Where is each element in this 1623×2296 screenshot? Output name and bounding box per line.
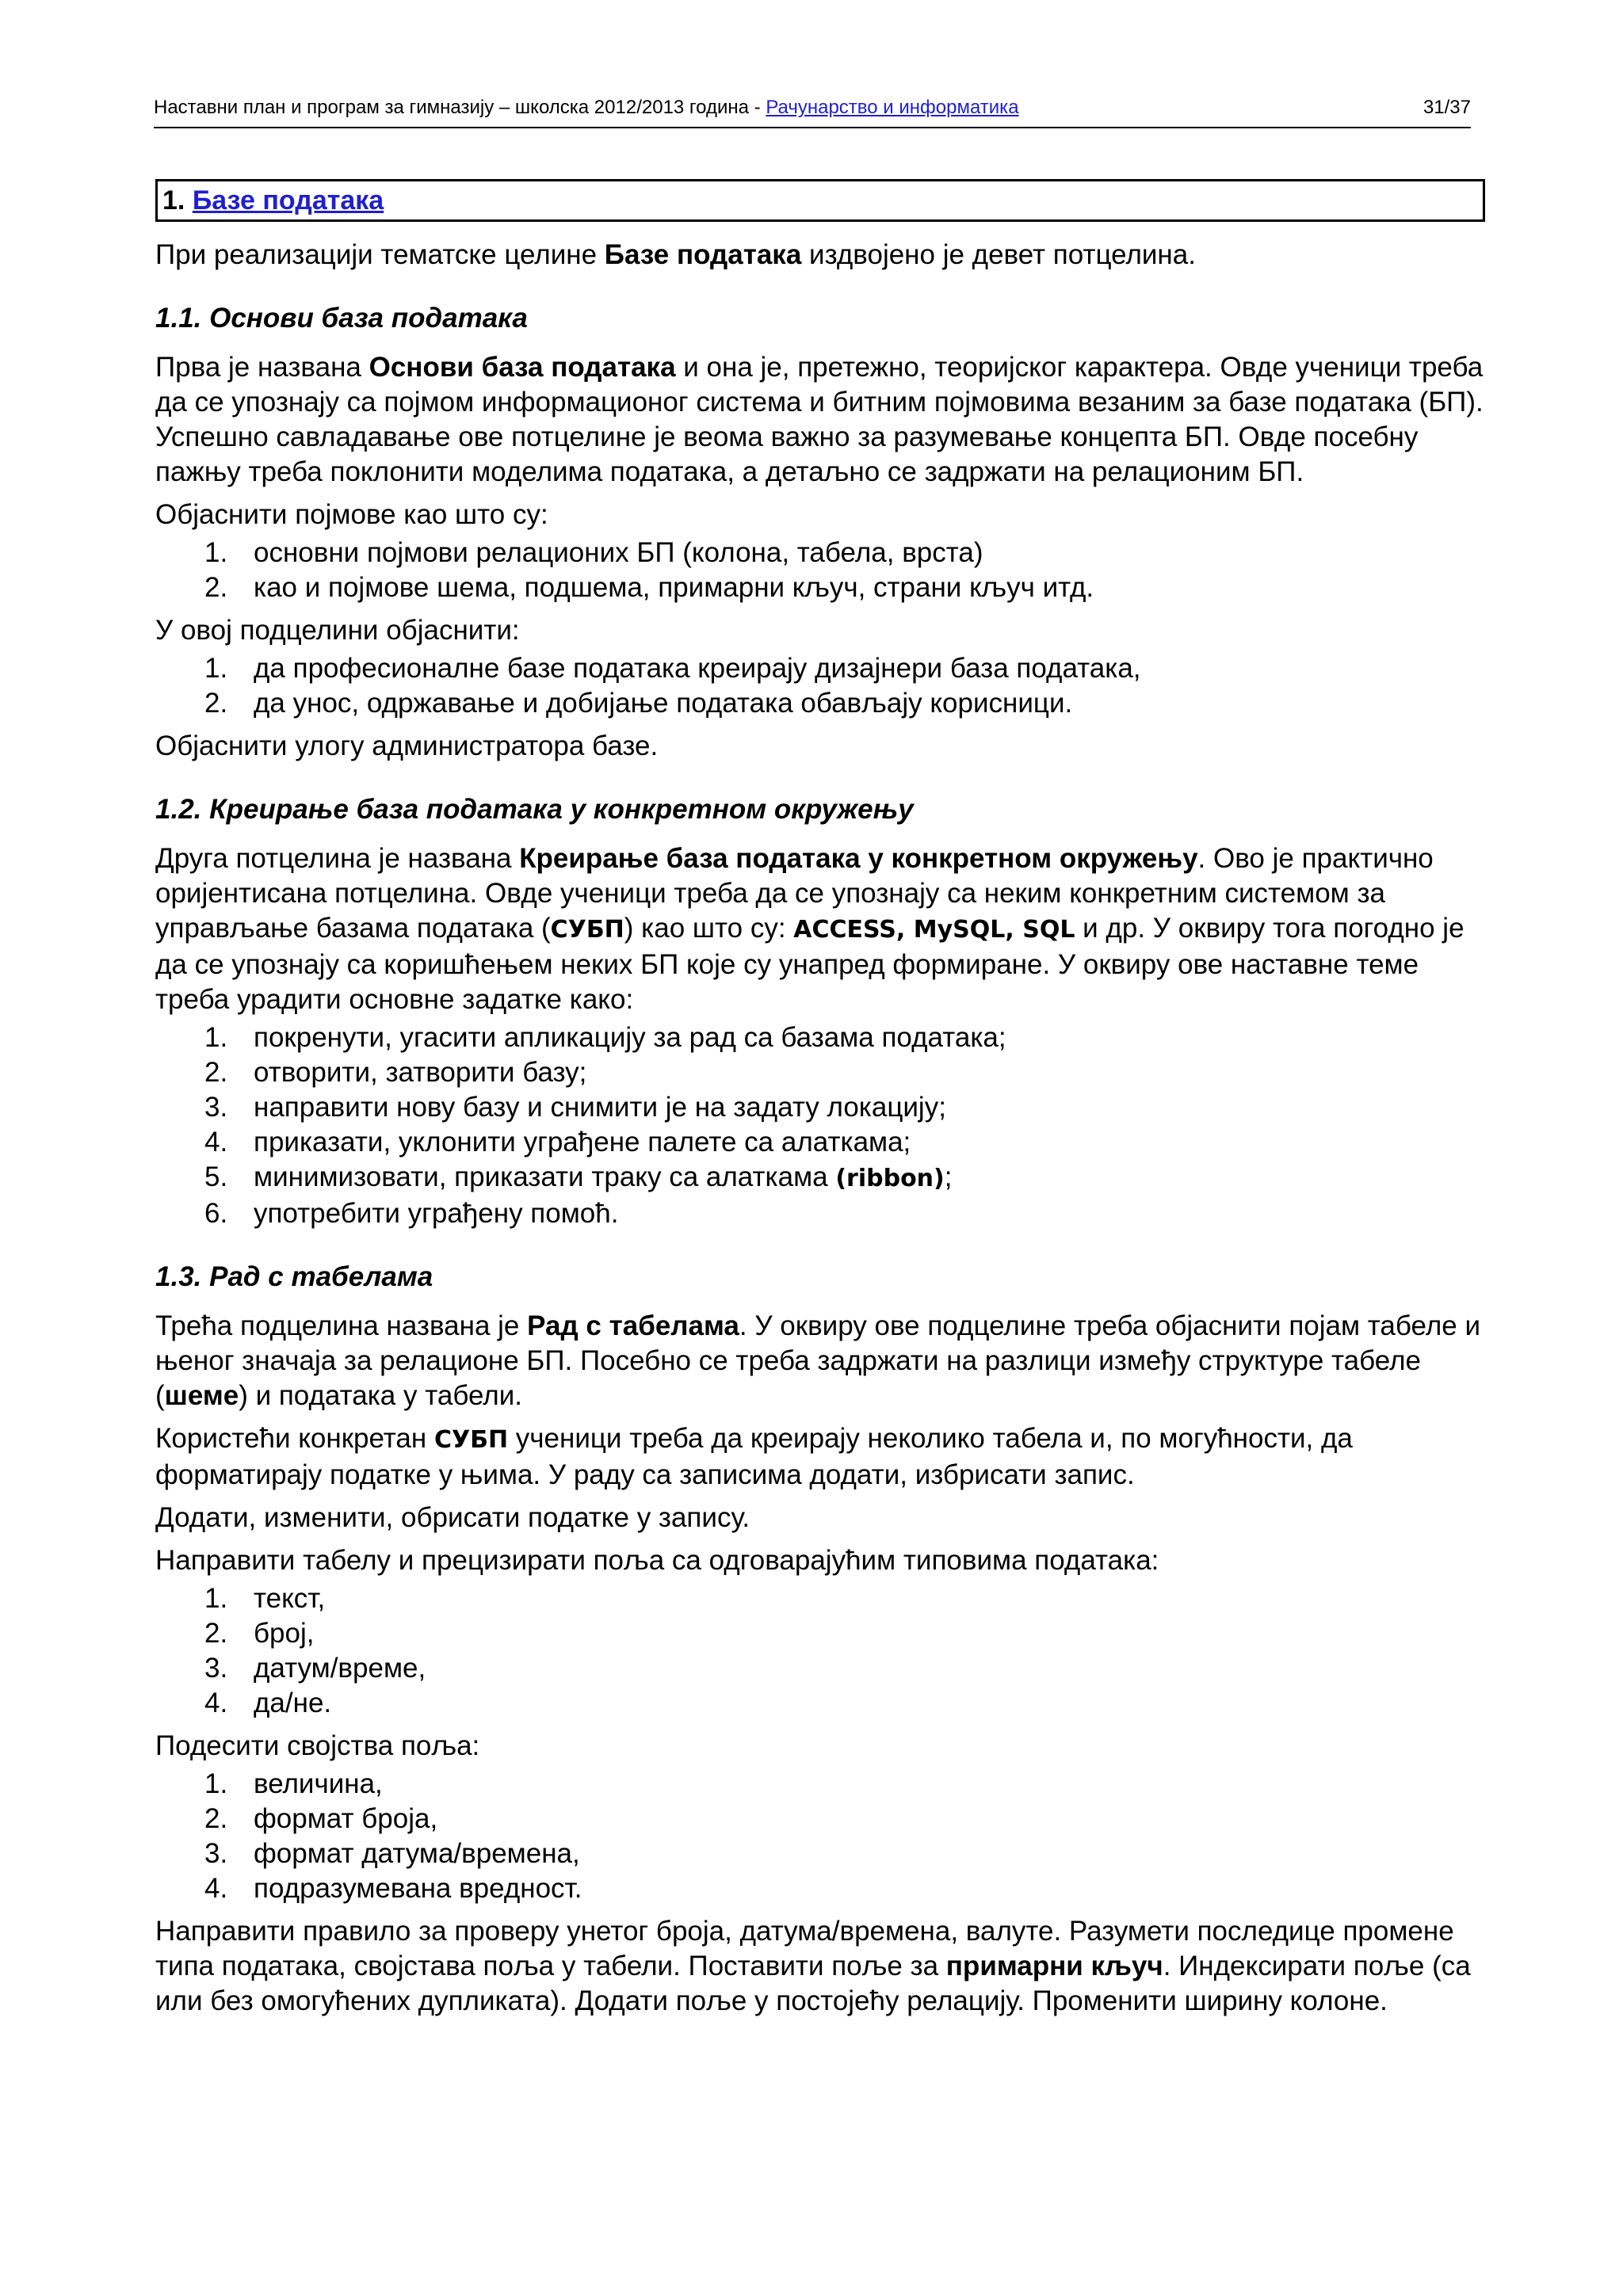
intro-paragraph: При реализацији тематске целине Базе података издвојено је девет потцелина. [155,239,1196,270]
list-item: 1. основни појмови релационих БП (колона, табела, врста) [204,537,983,568]
list-item: 5. минимизовати, приказати траку са алаткама (ribbon); [204,1161,953,1192]
subsection-heading-1-1: 1.1. Основи база података [155,303,528,334]
section-title-link[interactable]: Базе података [192,185,384,215]
page-number: 31/37 [1423,97,1471,118]
page-header [154,93,1471,128]
header-title: Наставни план и програм за гимназију – школска 2012/2013 година - Рачунарство и информатика [154,97,1019,118]
list-item: 1. покренути, угасити апликацију за рад са базама података; [204,1022,1006,1053]
s13-paragraph-4: Направити табелу и прецизирати поља са одговарајућим типовима података: [155,1545,1159,1576]
list-item: 1. величина, [204,1768,383,1799]
list-item: 2. број, [204,1618,315,1649]
subsection-heading-1-3: 1.3. Рад с табелама [155,1261,433,1292]
list-item: 2. формат броја, [204,1803,438,1834]
list-item: 1. текст, [204,1583,326,1614]
s13-paragraph-5: Подесити својства поља: [155,1730,480,1761]
s13-paragraph-1: Трећа подцелина названа је Рад с табелама. У оквиру ове подцелине треба објаснити појам табеле и њеног значаја за релационе БП. Посебно се треба задржати на разлици између структуре табеле (шеме) и података у табели. [155,1310,1480,1411]
s13-list-2 [155,1767,1487,1906]
list-item: 6. употребити уграђену помоћ. [204,1198,619,1229]
s13-paragraph-2: Користећи конкретан СУБП ученици треба да креирају неколико табела и, по могућности, да форматирају податке у њима. У раду са записима додати, избрисати запис. [155,1423,1353,1490]
list-item: 4. да/не. [204,1688,332,1718]
section-number: 1. [162,185,185,215]
list-item: 2. као и појмове шема, подшема, примарни кључ, страни кључ итд. [204,572,1094,603]
section-title-box [155,179,1485,222]
s11-paragraph-4: Објаснити улогу администратора базе. [155,730,659,761]
header-subject-link[interactable]: Рачунарство и информатика [766,97,1019,118]
subsection-heading-1-2: 1.2. Креирање база података у конкретном окружењу [155,794,914,825]
list-item: 4. приказати, уклонити уграђене палете са алаткама; [204,1127,911,1158]
document-body [155,238,1487,2019]
s13-paragraph-6: Направити правило за проверу унетог броја, датума/времена, валуте. Разумети последице промене типа података, својстава поља у табели. Поставити поље за примарни кључ. Индексирати поље (са или без омогућених дупликата). Додати поље у постојећу релацију. Променити ширину колоне. [155,1916,1471,2016]
s12-list [155,1020,1487,1231]
list-item: 2. отворити, затворити базу; [204,1057,587,1088]
s12-paragraph-1: Друга потцелина је названа Креирање база података у конкретном окружењу. Ово је практично оријентисана потцелина. Овде ученици треба да се упознају са неким конкретним системом за управљање базама података (СУБП) као што су: ACCESS, MySQL, SQL и др. У оквиру тога погодно је да се упознају са коришћењем неких БП које су унапред формиране. У оквиру ове наставне теме треба урадити основне задатке како: [155,843,1465,1015]
s11-list-2 [155,651,1487,721]
s11-list-1 [155,536,1487,605]
list-item: 2. да унос, одржавање и добијање података обављају корисници. [204,688,1073,719]
list-item: 3. датум/време, [204,1653,426,1684]
s11-paragraph-3: У овој подцелини објаснити: [155,615,520,646]
s11-paragraph-1: Прва је названа Основи база података и она је, претежно, теоријског карактера. Овде ученици треба да се упознају са појмом информационог система и битним појмовима везаним за базе података (БП). Успешно савладавање ове потцелине је веома важно за разумевање концепта БП. Овде посебну пажњу треба поклонити моделима података, а детаљно се задржати на релационим БП. [155,352,1484,487]
list-item: 4. подразумевана вредност. [204,1873,582,1904]
s13-list-1 [155,1581,1487,1721]
s11-paragraph-2: Објаснити појмове као што су: [155,499,548,530]
s13-paragraph-3: Додати, изменити, обрисати податке у запису. [155,1502,750,1533]
list-item: 3. формат датума/времена, [204,1838,580,1869]
list-item: 1. да професионалне базе података креирају дизајнери база података, [204,653,1141,684]
list-item: 3. направити нову базу и снимити је на задату локацију; [204,1092,946,1123]
